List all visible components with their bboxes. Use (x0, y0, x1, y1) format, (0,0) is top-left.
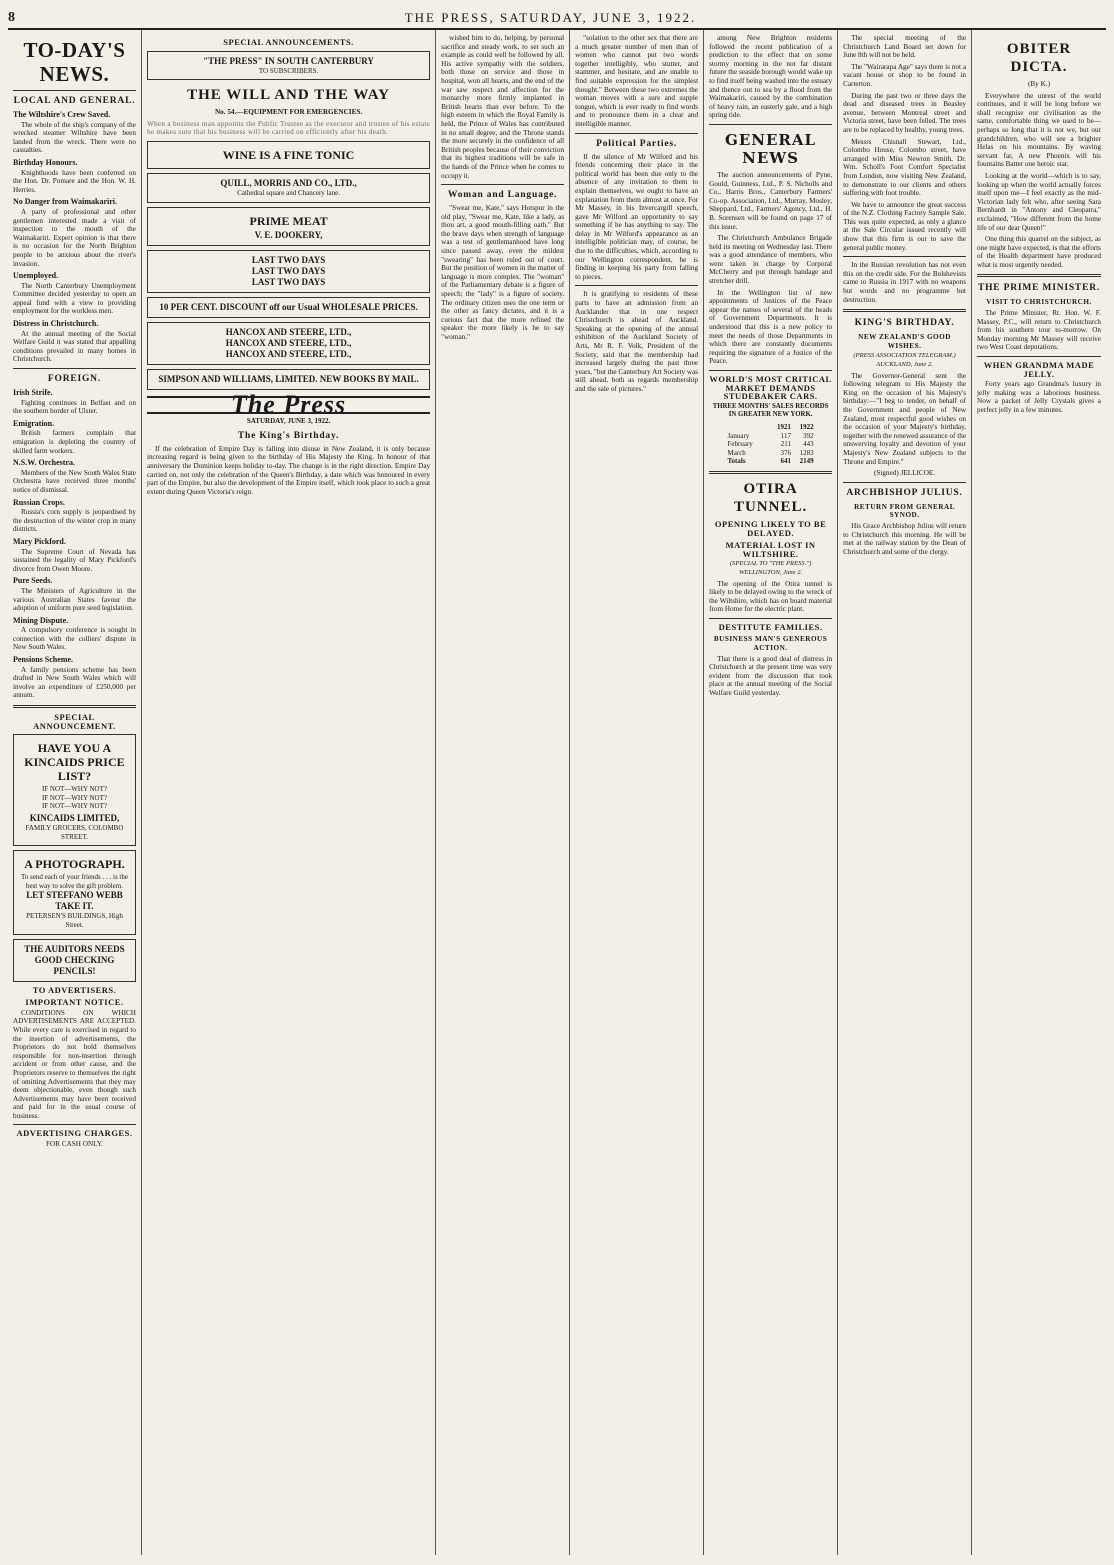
wine-headline: WINE IS A FINE TONIC (222, 147, 355, 162)
prime-meat-headline: PRIME MEAT (249, 213, 328, 228)
news-item-text: Fighting continues in Belfast and on the southern border of Ulster. (13, 398, 136, 416)
obiter-byline: (By K.) (1028, 80, 1050, 88)
hancox-ad (147, 322, 430, 365)
obiter-text-2: Looking at the world—which is to say, looking up when the world actually forces itself upon me—I feel exactly as the mid-Victorian lady felt who, after seeing Sara Bernhardt in "Antony and Cleopatra," exclaimed, "How different from the home life of our dear Queen!" (977, 171, 1101, 232)
news-item-text: At the annual meeting of the Social Welfare Guild it was stated that appalling conditions prevailed in many homes in Christchurch. (13, 329, 136, 364)
foreign-items (13, 389, 136, 700)
kings-birthday-sub: NEW ZEALAND'S GOOD WISHES. (858, 333, 951, 350)
the-press-nameplate: The Press (147, 396, 430, 415)
sales-table (728, 423, 814, 466)
studebaker-sub: THREE MONTHS' SALES RECORDS IN GREATER NEW YORK. (712, 402, 829, 419)
auction-text: The auction announcements of Pyne, Gould, Guinness, Ltd., P. S. Nicholls and Co., Harris Bros., Canterbury Farmers' Co-op. Association, Ltd., Murray, Mosley, Sheppard, Ltd., Farmers' Agency, Ltd., H. B. Sorensen will be found on page 17 of this issue. (709, 170, 833, 231)
auditors-text: THE AUDITORS NEEDS GOOD CHECKING PENCILS! (24, 943, 125, 976)
photograph-headline: A PHOTOGRAPH. (24, 857, 125, 872)
obiter-text-1: Everywhere the unrest of the world continues, and it will be long before we shall recognise our civilisation as the same, comfortable thing we used to be—perhaps so long that it is not we, but our grandchildren, who will see a brighter Helas on his mountains. By waving servant far, A new Phoenix will his fountains Batter one heroic star. (977, 91, 1101, 169)
prime-meat-ad (147, 207, 430, 246)
table-row: March 376 1283 (727, 448, 814, 457)
grandma-text: Forty years ago Grandma's luxury in jelly making was a laborious business. Now a packet of Jelly Crystals gives a perfect jelly in a few minutes. (977, 380, 1101, 414)
woman-language-text: "Swear me, Kate," says Hotspur in the old play, "Swear me, Kate, like a lady, as thou art, a good mouth-filling oath." But the brave days when strength of language was a test of gentlemanhood have long since passed away, even the mildest "swearing" has been ruled out of court. But the position of women in the matter of language is more complex. The "woman" of the Parliamentary debate is a figure of speech; the "lady" is a figure of society. The ordinary citizen uses the one term or the other as fancy dictates, and it is a curious fact that the more refined the speaker the more likely is he to say "woman." (441, 204, 565, 341)
news-item-text: The Ministers of Agriculture in the various Australian States favour the adoption of uniform pure seed legislation. (13, 586, 136, 613)
otira-heading: OTIRA TUNNEL. (733, 480, 808, 515)
column-1 (8, 30, 142, 1555)
news-item-heading: Mary Pickford. (13, 536, 66, 546)
news-item-text: Russia's corn supply is jeopardised by the destruction of the winter crop in many districts. (13, 508, 136, 534)
news-item-heading: Birthday Honours. (13, 157, 78, 167)
column-4 (570, 30, 704, 1555)
general-news-heading: GENERAL NEWS (725, 130, 817, 167)
news-item-heading: Emigration. (13, 418, 55, 428)
column-6 (838, 30, 972, 1555)
wine-ad (147, 141, 430, 169)
news-item-heading: N.S.W. Orchestra. (13, 458, 75, 468)
news-item-text: The whole of the ship's company of the wrecked steamer Wiltshire have been landed from the wreck. There were no casualties. (13, 120, 136, 155)
columns (8, 30, 1106, 1555)
ambulance-text: The Christchurch Ambulance Brigade held its meeting on Wednesday last. There was a good attendance of members, who were taken in charge by Corporal McCherry and put through bandage and stretcher drill. (709, 234, 833, 286)
art-society-text: It is gratifying to residents of these parts to have an admission from an Aucklander that in one respect Christchurch is ahead of Auckland. Speaking at the opening of the annual exhibition of the Auckland Society of Arts, Mr R. F. Volk, President of the Society, said that the membership had increased largely during the past three years, "but the Canterbury Art Society was still ahead, both as regards membership and the sale of pictures." (575, 290, 699, 393)
news-item-heading: Unemployed. (13, 271, 59, 281)
table-row: February 211 443 (727, 440, 814, 449)
woman-language-heading: Woman and Language. (447, 190, 558, 201)
local-heading: LOCAL AND GENERAL. (13, 96, 136, 106)
news-item-text: A party of professional and other gentlemen interested made a visit of inspection to the mouth of the Waimakariri. Expert opinion is that there is no occasion for the North Brighton people to be anxious about the river's invasion. (13, 207, 136, 268)
archbishop-heading: ARCHBISHOP JULIUS. (846, 487, 963, 498)
otira-sub: OPENING LIKELY TO BE DELAYED. (714, 518, 827, 538)
destitute-sub: BUSINESS MAN'S GENEROUS ACTION. (713, 635, 828, 653)
news-item-heading: The Wiltshire's Crew Saved. (13, 110, 111, 119)
simpson-ad (147, 369, 430, 390)
column-7 (972, 30, 1106, 1555)
prime-minister-sub: VISIT TO CHRISTCHURCH. (986, 298, 1092, 307)
column-5 (704, 30, 838, 1555)
woman-language-continued: "solation to the other sex that there are a much greater number of men than of women who cannot put two words together intelligibly, who stutter, and stammer, and hesitate, and are unable to find suitable expression for the simplest thought." Between these two extremes the woman moves with a sure and supple tongue, which is ever ready to find words and to pronounce them in a clear and intelligible manner. (575, 34, 699, 128)
quill-name: QUILL, MORRIS AND CO., LTD., (220, 177, 357, 188)
quill-sub: Cathedral square and Chancery lane. (237, 188, 340, 197)
political-parties-heading: Political Parties. (596, 138, 678, 149)
news-item-text: Knighthoods have been conferred on the Hon. Dr. Pomare and the Hon. W. H. Herries. (13, 168, 136, 194)
dookery-name: V. E. DOOKERY, (254, 229, 323, 240)
news-item-text: The Supreme Court of Nevada has sustained the legality of Mary Pickford's divorce from Owen Moore. (13, 547, 136, 573)
discount-ad (147, 297, 430, 318)
last-days-ad (147, 250, 430, 293)
will-body: When a business man appoints the Public Trustee as the executor and trustee of his estate he makes sure that his business will be carried on efficiently after his death. (146, 119, 431, 137)
photograph-sub: PETERSEN'S BUILDINGS, High Street. (26, 912, 123, 929)
news-item-heading: Russian Crops. (13, 497, 65, 507)
kings-birthday-text: The Governor-General sent the following telegram to His Majesty the King on the occasion of his Majesty's birthday:—"I beg to tender, on behalf of the Government and people of New Zealand, most respectful good wishes on the occasion of your Majesty's birthday, together with the renewed assurance of the unswerving loyalty and devotion of your Majesty's New Zealand subjects to the Throne and Empire." (843, 371, 967, 466)
new-brighton-text: among New Brighton residents followed the recent publication of a prediction to the effect that on some stormy morning in the not far distant future the seaside borough would wake up to find itself being washed into the estuary and thence out to sea by a flood from the Waimakariri, caused by the combination of heavy rain, an easterly gale, and a high spring tide. (709, 34, 833, 120)
news-item-heading: Pensions Scheme. (13, 655, 73, 665)
russia-text: In the Russian revolution has not even this on the credit side. For the Bolshevists came to Russia in 1917 with no weapons but words and no programme but destruction. (843, 261, 967, 304)
archbishop-sub: RETURN FROM GENERAL SYNOD. (854, 502, 956, 520)
studebaker-heading: WORLD'S MOST CRITICAL MARKET DEMANDS STUDEBAKER CARS. (709, 374, 832, 402)
kincaid-name: KINCAIDS LIMITED, (29, 813, 120, 823)
trees-text: During the past two or three days the dead and diseased trees in Beasley avenue, between Montreal street and Victoria street, have been felled. The trees are to be replaced by healthy, young trees. (843, 91, 967, 134)
wairarapa-text: The "Wairarapa Age" says there is not a vacant house or shop to be found in Carterton. (843, 62, 967, 88)
otira-sub2: MATERIAL LOST IN WILTSHIRE. (725, 540, 816, 559)
otira-text: The opening of the Otira tunnel is likely to be delayed owing to the wreck of the Wiltshire, which has on board material from Home for the electric plant. (709, 579, 833, 614)
column-3 (436, 30, 570, 1555)
kincaid-sub: FAMILY GROCERS, COLOMBO STREET. (25, 824, 124, 841)
news-item-text: British farmers complain that emigration is depleting the country of skilled farm workers. (13, 429, 136, 455)
special-announcement-heading: SPECIAL ANNOUNCEMENT. (33, 712, 116, 731)
otira-dateline: (SPECIAL TO "THE PRESS.") WELLINGTON, June 2. (729, 560, 812, 576)
will-and-way-sub: No. 54.—EQUIPMENT FOR EMERGENCIES. (214, 108, 363, 117)
destitute-text: That there is a good deal of distress in Christchurch at the present time was very evident from the discussion that took place at the annual meeting of the Social Welfare Guild yesterday. (709, 654, 833, 698)
justices-text: In the Wellington list of new appointments of Justices of the Peace appear the names of several of the heads of Government Departments. It is understood that this is a new policy to meet the needs of those Departments in which there are constantly documents requiring the signature of a Justice of the Peace. (709, 288, 833, 366)
notice-text: CONDITIONS ON WHICH ADVERTISEMENTS ARE ACCEPTED. While every care is exercised in regard to the insertion of advertisements, the Proprietors do not hold themselves responsible for non-insertion through accident or from other cause, and the Proprietors reserve to themselves the right of omitting Advertisements that they may deem objectionable, even though such Advertisements may have been received and paid for in the usual course of business. (13, 1008, 136, 1120)
prime-minister-text: The Prime Minister, Rt. Hon. W. F. Massey, P.C., will return to Christchurch from his southern tour to-morrow. On Monday morning Mr Massey will receive two West Coast deputations. (977, 309, 1101, 352)
subscribers: TO SUBSCRIBERS. (258, 66, 319, 75)
photograph-tag: LET STEFFANO WEBB TAKE IT. (26, 890, 123, 912)
foreign-heading: FOREIGN. (47, 374, 102, 385)
table-row: January 117 392 (727, 431, 814, 440)
last-days-line: LAST TWO DAYS (251, 276, 326, 287)
kings-sign: (Signed) JELLICOE. (874, 469, 936, 478)
clothing-sale-text: We have to announce the great success of the N.Z. Clothing Factory Sample Sale. This was quite expected, as only a glance at the Sale Circular issued recently will show that this firm is out to save the general public money. (843, 200, 967, 252)
news-item-heading: No Danger from Waimakariri. (13, 197, 117, 207)
dateline: SATURDAY, JUNE 3, 1922. (246, 417, 331, 426)
special-announcements-heading: SPECIAL ANNOUNCEMENTS. (223, 37, 354, 47)
obiter-text-3: One thing this quarrel on the subject, as one might have expected, is that the efforts of the Health department have produced what is most urgently needed. (977, 235, 1101, 269)
quill-morris-ad (147, 173, 430, 203)
local-items (13, 111, 136, 364)
last-days-line: LAST TWO DAYS (251, 265, 326, 276)
kings-birthday-editorial: If the celebration of Empire Day is falling into disuse in New Zealand, it is only because increasing regard is being given to the birthday of His Majesty the King. In honour of that anniversary the Dominion keeps holiday to-day. The change is in the right direction. Empire Day carried on, not only the celebration of the Queen's Birthday, a date which was honoured in every part of the Empire, but also the development of the Empire itself, which took place to such a great extent during Queen Victoria's reign. (146, 444, 431, 496)
kings-birthday-editorial-heading: The King's Birthday. (237, 430, 340, 441)
prime-minister-heading: THE PRIME MINISTER. (977, 283, 1101, 294)
news-item-text: A family pensions scheme has been drafted in New South Wales which will involve an expenditure of £250,000 per annum. (13, 665, 136, 700)
page-number: 8 (8, 10, 15, 25)
notice-heading: IMPORTANT NOTICE. (25, 997, 124, 1008)
hancox-line: HANCOX AND STEERE, LTD., (225, 337, 352, 348)
news-item-heading: Mining Dispute. (13, 615, 69, 625)
news-item-heading: Distress in Christchurch. (13, 319, 99, 329)
news-item-text: The North Canterbury Unemployment Committee decided yesterday to open an appeal fund with a view to providing employment for the workless men. (13, 281, 136, 316)
press-line: "THE PRESS" IN SOUTH CANTERBURY (203, 55, 374, 66)
will-and-way-title: THE WILL AND THE WAY (187, 87, 390, 104)
simpson-text: SIMPSON AND WILLIAMS, LIMITED. NEW BOOKS BY MAIL. (158, 373, 419, 384)
discount-text: 10 PER CENT. DISCOUNT off our Usual WHOLESALE PRICES. (159, 301, 418, 312)
sales-header: 1921 1922 (776, 422, 814, 431)
kincaid-ad (13, 734, 136, 846)
charges-heading: ADVERTISING CHARGES. (16, 1128, 133, 1139)
news-item-heading: Pure Seeds. (13, 576, 53, 586)
todays-news-title: TO-DAY'S NEWS. (23, 38, 126, 86)
kincaid-line: IF NOT—WHY NOT? (41, 793, 107, 802)
news-item-heading: Irish Strife. (13, 388, 53, 398)
land-board-text: The special meeting of the Christchurch Land Board set down for June 8th will not be held. (843, 34, 967, 60)
news-item-text: A compulsory conference is sought in connection with the colliers' dispute in New South Wales. (13, 626, 136, 652)
grandma-heading: WHEN GRANDMA MADE JELLY. (983, 360, 1095, 379)
kincaid-line: IF NOT—WHY NOT? (41, 802, 107, 811)
charges-sub: FOR CASH ONLY. (46, 1140, 103, 1149)
kincaid-line: IF NOT—WHY NOT? (41, 785, 107, 794)
kings-assoc: (PRESS ASSOCIATION TELEGRAM.) AUCKLAND, June 2. (853, 352, 956, 368)
hancox-line: HANCOX AND STEERE, LTD., (225, 326, 352, 337)
obiter-dicta-heading: OBITER DICTA. (1006, 41, 1072, 75)
photograph-ad (13, 850, 136, 934)
photograph-text: To send each of your friends . . . is the best way to solve the gift problem. (20, 873, 128, 890)
hancox-line: HANCOX AND STEERE, LTD., (225, 348, 352, 359)
table-row: Totals 641 2149 (727, 457, 814, 466)
masthead (8, 8, 1106, 30)
archbishop-text: His Grace Archbishop Julius will return to Christchurch this morning. He will be met at the railway station by the Dean of Christchurch and some of the clergy. (843, 521, 967, 556)
kings-birthday-heading: KING'S BIRTHDAY. (854, 318, 955, 329)
destitute-heading: DESTITUTE FAMILIES. (718, 621, 823, 632)
political-parties-text: If the silence of Mr Wilford and his friends concerning their place in the political world has been due only to the absence of any invitation to them to explain themselves, we ought to have an explanation from them almost at once. For Mr Massey, in his Invercargill speech, gave Mr Wilford an opportunity to say something if he has anything to say. The delay in Mr Wilford's appearance as an intelligible politician may, of course, be due to the difficulties, which, according to our Wellington correspondent, he is finding in keeping his party from falling to pieces. (575, 152, 699, 281)
auditors-ad (13, 939, 136, 982)
advertisers-heading: TO ADVERTISERS. (32, 984, 117, 995)
news-item-text: Members of the New South Wales State Orchestra have received three months' notice of dismissal. (13, 468, 136, 494)
editorial-continued: wished him to do, helping, by personal sacrifice and steady work, to set such an example as could well be followed by all. His active sympathy with the soldiers, both those on service and those in hospital, won all hearts, and the end of the war saw respect and affection for the monarchy more firmly implanted in British hearts than ever before. To the high esteem in which the Royal Family is held, the Prince of Wales has contributed in no small degree, and the Throne stands the more securely in the confidence of all British peoples because of their conviction that its highest traditions will be safe in the hands of the Prince when he comes to occupy it. (441, 34, 565, 180)
kincaid-lines (18, 785, 131, 811)
kincaid-headline: HAVE YOU A KINCAIDS PRICE LIST? (24, 741, 125, 784)
last-days-line: LAST TWO DAYS (251, 254, 326, 265)
paper-title: THE PRESS, SATURDAY, JUNE 3, 1922. (404, 10, 697, 25)
foot-comfort-text: Messrs Chisnall Stewart, Ltd., Colombo House, Colombo street, have arranged with Miss Newton Smith, Dr. Wm. Scholl's Foot Comfort Specialist from London, now visiting New Zealand, to demonstrate to our clients and others suffering with foot trouble. (843, 137, 967, 198)
column-2 (142, 30, 436, 1555)
press-south-canterbury-ad (147, 51, 430, 81)
